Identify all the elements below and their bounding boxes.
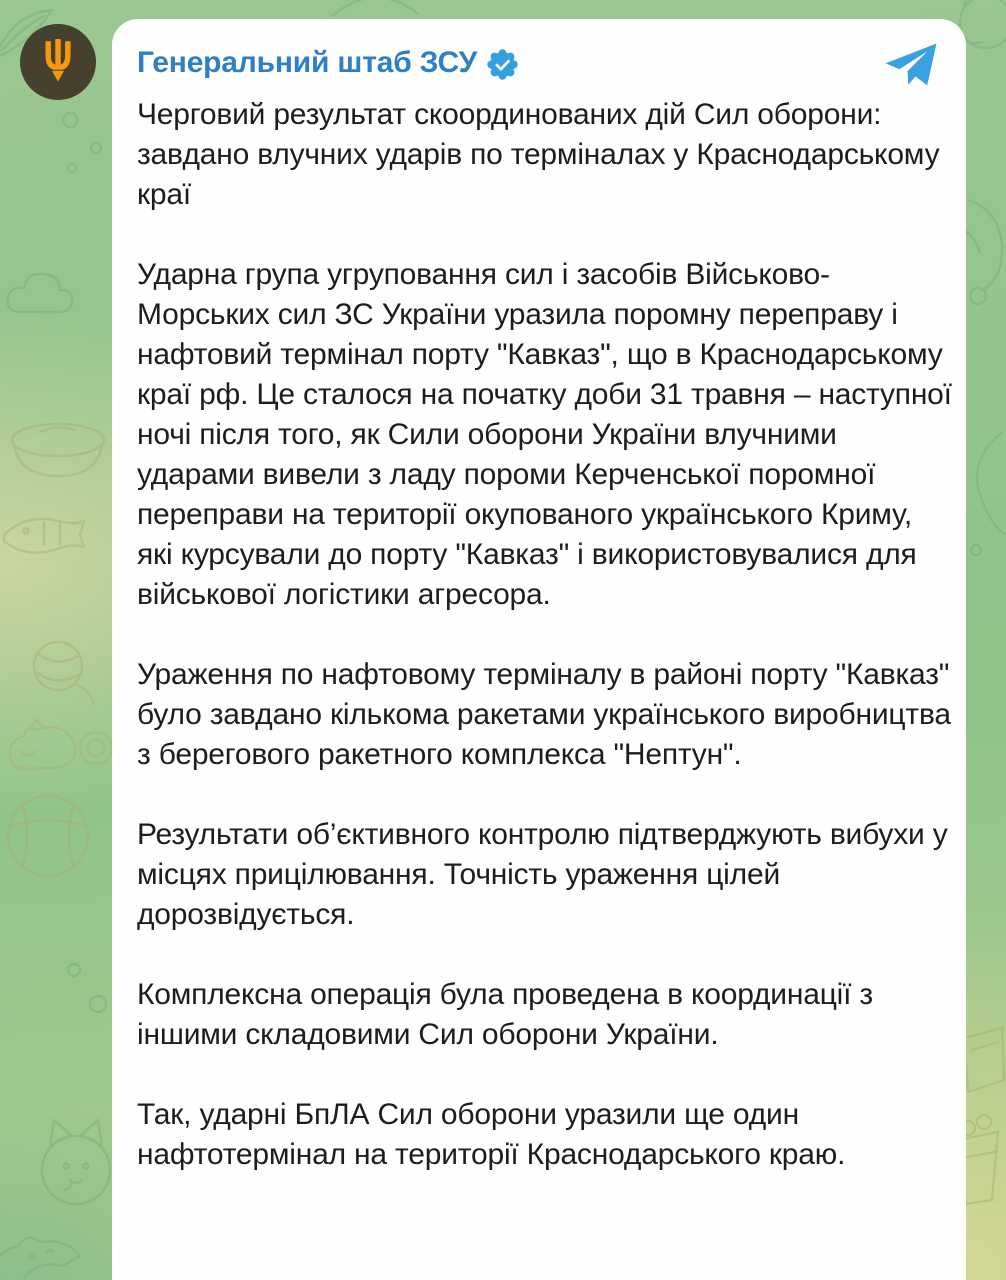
background-doodle-cloud [2, 250, 108, 330]
verified-badge-icon [487, 49, 518, 80]
background-doodle-dots [60, 960, 112, 1020]
background-doodle-pet-bowl [6, 418, 110, 484]
background-doodle-cat-face [38, 1112, 116, 1216]
background-doodle-circles [56, 108, 108, 178]
background-doodle-curve-right [962, 430, 1006, 570]
message-text [137, 95, 954, 1175]
message-paragraph: Комплексна операція була проведена в координації з іншими складовими Сил оборони України. [137, 978, 873, 1051]
channel-avatar[interactable] [20, 24, 96, 100]
message-paragraph: Ударна група угруповання сил і засобів Військово-Морських сил ЗС України уразила поромну переправу і нафтовий термінал порту "Кавказ", що в Краснодарському краї рф. Це сталося на початку доби 31 травня – наступної ночі після того, як Сили оборони України влучними ударами вивели з ладу пороми Керченської поромної переправи на території окупованого українського Криму, які курсували до порту "Кавказ" і використовувалися для військової логістики агресора. [137, 258, 952, 611]
background-doodle-dog-head [0, 1222, 88, 1280]
message-header [137, 40, 954, 86]
message-paragraph: Ураження по нафтовому терміналу в районі порту "Кавказ" було завдано кількома ракетами українського виробництва з берегового ракетного комплекса "Нептун". [137, 658, 951, 771]
message-paragraph: Так, ударні БпЛА Сил оборони уразили ще один нафтотермінал на території Краснодарського краю. [137, 1098, 846, 1171]
background-doodle-fish [0, 505, 108, 569]
background-doodle-yarn-ball [26, 636, 98, 710]
ukraine-trident-icon [38, 38, 78, 86]
message-bubble [112, 19, 966, 1280]
background-doodle-spiral [76, 726, 116, 770]
message-paragraph: Черговий результат скоординованих дій Сил оборони: завдано влучних ударів по терміналах у Краснодарському краї [137, 98, 940, 211]
telegram-plane-icon[interactable] [884, 42, 938, 87]
message-paragraph: Результати об’єктивного контролю підтверджують вибухи у місцях прицілювання. Точність ураження цілей дорозвідується. [137, 818, 948, 931]
channel-name[interactable]: Генеральний штаб ЗСУ [137, 46, 478, 79]
background-doodle-beach-ball [2, 790, 94, 882]
background-doodle-top-arc [330, 0, 420, 18]
